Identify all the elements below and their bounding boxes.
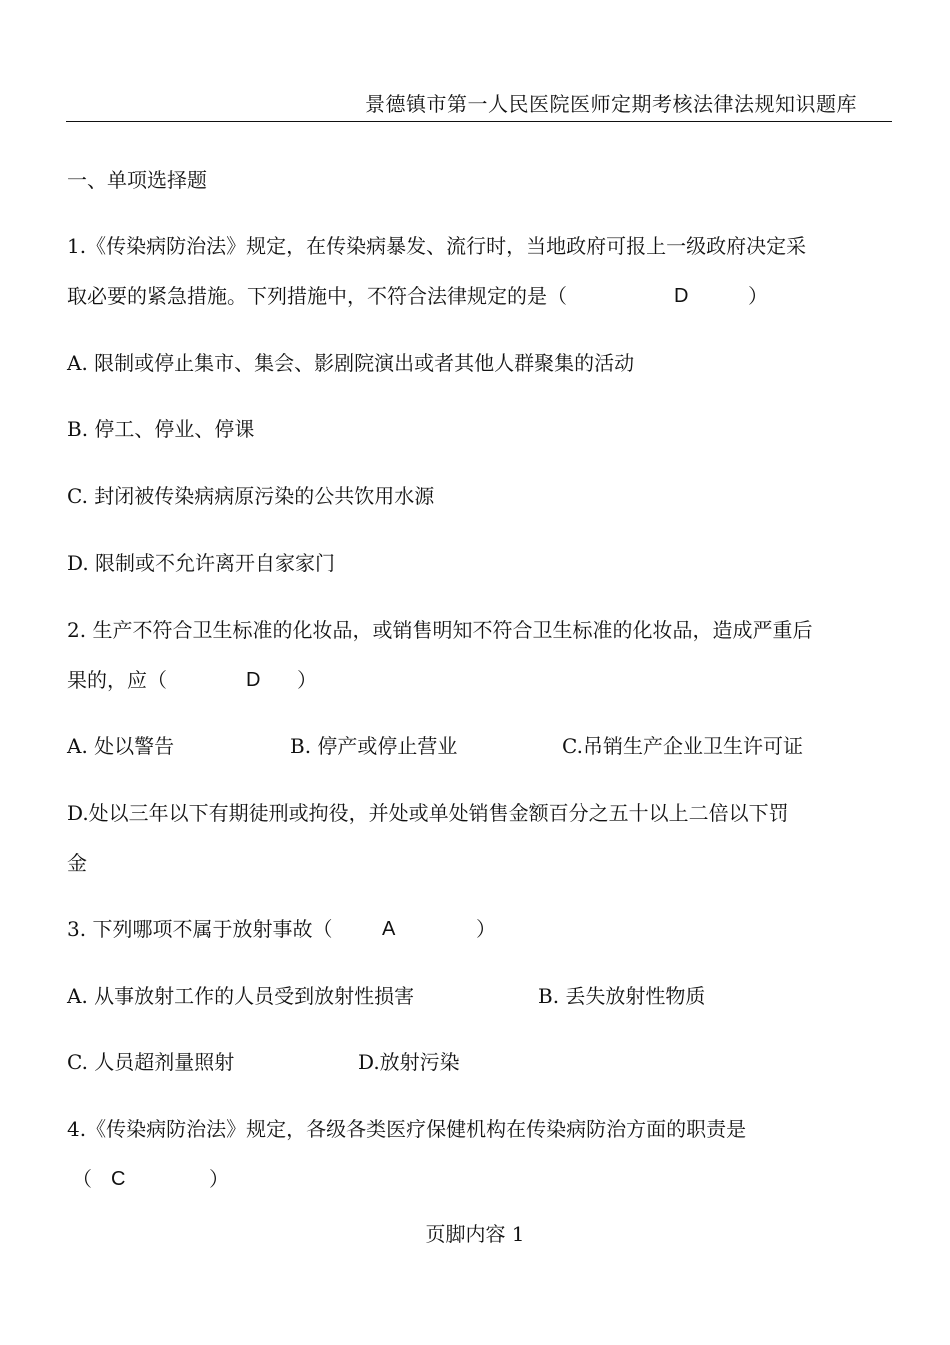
header-divider bbox=[66, 121, 892, 122]
question-1-option-c: C. 封闭被传染病病原污染的公共饮用水源 bbox=[67, 484, 435, 508]
question-2-option-d-line-1: D.处以三年以下有期徒刑或拘役，并处或单处销售金额百分之五十以上二倍以下罚 bbox=[67, 801, 789, 825]
question-3-option-a: A. 从事放射工作的人员受到放射性损害 bbox=[67, 984, 415, 1008]
question-3-option-c: C. 人员超剂量照射 bbox=[67, 1050, 235, 1074]
page-header-title: 景德镇市第一人民医院医师定期考核法律法规知识题库 bbox=[365, 92, 857, 116]
question-4-close-paren: ） bbox=[209, 1167, 229, 1191]
question-3-option-b: B. 丢失放射性物质 bbox=[538, 984, 706, 1008]
question-1-option-b: B. 停工、停业、停课 bbox=[67, 417, 255, 441]
question-2-answer: D bbox=[246, 669, 261, 691]
question-4-open-paren: （ bbox=[72, 1167, 92, 1191]
question-4-answer: C bbox=[111, 1168, 126, 1190]
question-3-close-paren: ） bbox=[476, 917, 496, 941]
question-1-option-d: D. 限制或不允许离开自家家门 bbox=[67, 551, 336, 575]
question-2-close-paren: ） bbox=[297, 668, 317, 692]
question-3-option-d: D.放射污染 bbox=[358, 1050, 460, 1074]
question-2-option-c: C.吊销生产企业卫生许可证 bbox=[562, 734, 803, 758]
question-1-option-a: A. 限制或停止集市、集会、影剧院演出或者其他人群聚集的活动 bbox=[67, 351, 635, 375]
question-4-text-line-1: 4.《传染病防治法》规定，各级各类医疗保健机构在传染病防治方面的职责是 bbox=[67, 1117, 747, 1141]
question-2-text-line-1: 2. 生产不符合卫生标准的化妆品，或销售明知不符合卫生标准的化妆品，造成严重后 bbox=[67, 618, 813, 642]
section-title: 一、单项选择题 bbox=[67, 168, 207, 192]
question-3-answer: A bbox=[382, 918, 396, 940]
question-1-close-paren: ） bbox=[748, 284, 768, 308]
question-2-option-b: B. 停产或停止营业 bbox=[290, 734, 458, 758]
question-1-text-line-1: 1.《传染病防治法》规定，在传染病暴发、流行时，当地政府可报上一级政府决定采 bbox=[67, 234, 807, 258]
question-2-text-line-2: 果的，应（ bbox=[67, 668, 167, 692]
question-2-option-d-line-2: 金 bbox=[67, 851, 87, 875]
page-footer: 页脚内容 1 bbox=[425, 1222, 525, 1246]
question-1-answer: D bbox=[674, 285, 689, 307]
question-3-text-line-1: 3. 下列哪项不属于放射事故（ bbox=[67, 917, 333, 941]
question-1-text-line-2: 取必要的紧急措施。下列措施中，不符合法律规定的是（ bbox=[67, 284, 567, 308]
question-2-option-a: A. 处以警告 bbox=[67, 734, 175, 758]
